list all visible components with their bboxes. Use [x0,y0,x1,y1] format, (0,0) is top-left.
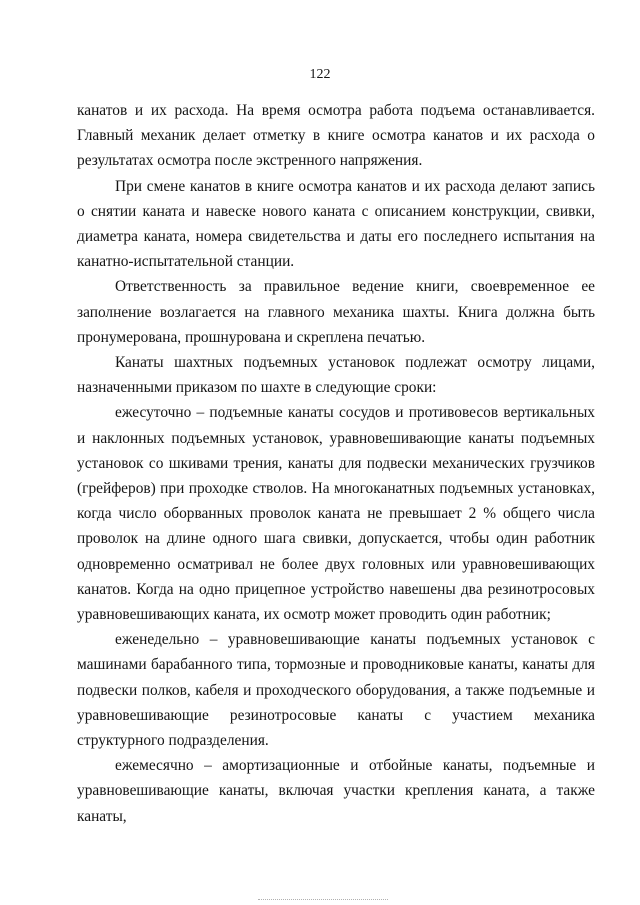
page-number: 122 [309,67,331,82]
paragraph-daily-inspection: ежесуточно – подъемные канаты сосудов и противовесов вертикальных и наклонных подъемных установок, уравновешивающие канаты подъемных установок со шкивами трения, канаты для подвески механических грузчиков (грейферов) при проходке стволов. На многоканатных подъемных установках, когда число оборванных проволок каната не превышает 2 % общего числа проволок на длине одного шага свивки, допускается, чтобы один работник одновременно осматривал не более двух головных или уравновешивающих канатов. Когда на одно прицепное устройство навешены два резинотросовых уравновешивающих каната, их осмотр может проводить один работник; [77,404,595,624]
paragraph-monthly-inspection: ежемесячно – амортизационные и отбойные канаты, подъемные и уравновешивающие канаты, включая участки крепления каната, а также канаты, [77,757,595,825]
paragraph-weekly-inspection: еженедельно – уравновешивающие канаты подъемных установок с машинами барабанного типа, тормозные и проводниковые канаты, канаты для подвески полков, кабеля и проходческого оборудования, а также подъемные и уравновешивающие резинотросовые канаты с участием механика структурного подразделения. [77,631,595,750]
paragraph-continuation: канатов и их расхода. На время осмотра работа подъема останавливается. Главный механик делает отметку в книге осмотра канатов и их расхода о результатах осмотра после экстренного напряжения. [77,102,595,170]
paragraph-rope-replacement: При смене канатов в книге осмотра канатов и их расхода делают запись о снятии каната и навеске нового каната с описанием конструкции, свивки, диаметра каната, номера свидетельства и даты его последнего испытания на канатно-испытательной станции. [77,177,595,271]
scan-edge-mark [258,899,388,901]
paragraph-responsibility: Ответственность за правильное ведение книги, своевременное ее заполнение возлагается на главного механика шахты. Книга должна быть пронумерована, прошнурована и скреплена печатью. [77,278,595,346]
paragraph-inspection-schedule-intro: Канаты шахтных подъемных установок подлежат осмотру лицами, назначенными приказом по шахте в следующие сроки: [77,354,595,397]
body-text [77,98,595,829]
